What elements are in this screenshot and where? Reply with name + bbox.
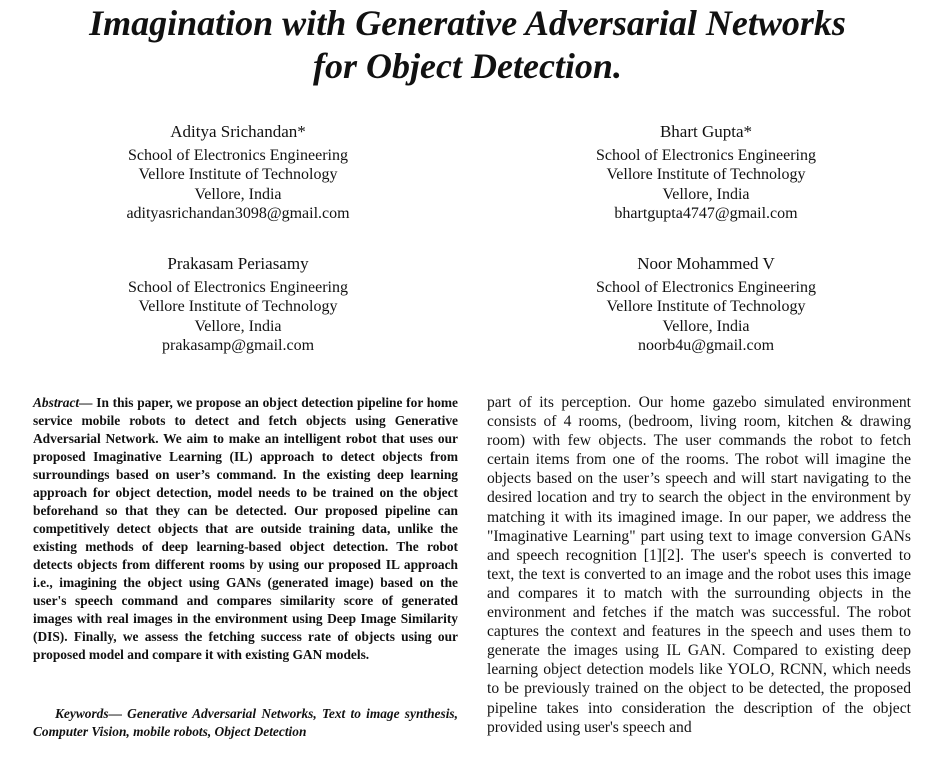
author-location: Vellore, India — [194, 185, 282, 203]
author-email: adityasrichandan3098@gmail.com — [126, 205, 350, 222]
author-location: Vellore, India — [662, 185, 750, 203]
author-email: noorb4u@gmail.com — [637, 337, 775, 354]
abstract-label: Abstract— — [33, 395, 93, 410]
title-line-1: Imagination with Generative Adversarial Networks — [89, 3, 846, 43]
abstract-text: In this paper, we propose an object detection pipeline for home service mobile robots to detect and fetch objects using Generative Adversarial Network. We aim to make an intelligent robot that uses our proposed Imaginative Learning (IL) approach to detect objects from surroundings based on user’s command. In the existing deep learning approach for object detection, model needs to be trained on the object beforehand so that they can be detected. Our proposed pipeline can competitively detect objects that are outside training data, unlike the existing methods of deep learning-based object detection. The robot detects objects from different rooms by using our proposed IL approach i.e., imagining the object using GANs (generated image) based on the user's speech command and compares similarity score of generated images with real images in the environment using Deep Image Similarity (DIS). Finally, we assess the fetching success rate of objects using our proposed model and compare it with existing GAN models. — [33, 395, 458, 662]
author-name: Noor Mohammed V — [637, 254, 775, 273]
author-location: Vellore, India — [194, 317, 282, 335]
paper-title — [0, 2, 935, 88]
author-department: School of Electronics Engineering — [128, 146, 348, 164]
author-block-2 — [496, 122, 916, 224]
author-email: bhartgupta4747@gmail.com — [614, 205, 798, 222]
author-location: Vellore, India — [662, 317, 750, 335]
author-block-1 — [28, 122, 448, 224]
body-text-right-column: part of its perception. Our home gazebo simulated environment consists of 4 rooms, (bedroom, living room, kitchen & drawing room) with few objects. The user commands the robot to fetch certain items from one of the rooms. The robot will imagine the objects based on the user’s speech and will start navigating to the desired location and try to search the object in the environment by matching it with its imagined image. In our paper, we address the "Imaginative Learning" part using text to image conversion GANs and speech recognition [1][2]. The user's speech is converted to text, the text is converted to an image and the robot uses this image and compares it to match with the surrounding objects in the environment and fetches if the match was successful. The robot captures the context and features in the speech and uses them to generate the images using IL GAN. Compared to existing deep learning object detection models like YOLO, RCNN, which needs to be previously trained on the object to be detected, the proposed pipeline takes into consideration the description of the object provided using user's speech and — [487, 394, 911, 736]
author-name: Bhart Gupta* — [659, 122, 753, 141]
author-department: School of Electronics Engineering — [596, 278, 816, 296]
author-institution: Vellore Institute of Technology — [138, 298, 338, 315]
author-block-4 — [496, 254, 916, 356]
author-department: School of Electronics Engineering — [596, 146, 816, 164]
abstract — [33, 394, 458, 664]
author-name: Aditya Srichandan* — [170, 122, 306, 141]
author-institution: Vellore Institute of Technology — [138, 166, 338, 183]
author-block-3 — [28, 254, 448, 356]
author-institution: Vellore Institute of Technology — [606, 298, 806, 315]
title-line-2: for Object Detection. — [313, 46, 622, 86]
author-email: prakasamp@gmail.com — [161, 337, 315, 354]
author-institution: Vellore Institute of Technology — [606, 166, 806, 183]
author-name: Prakasam Periasamy — [167, 254, 309, 273]
keywords: Keywords— Generative Adversarial Networks, Text to image synthesis, Computer Vision, mobile robots, Object Detection — [33, 706, 458, 739]
author-department: School of Electronics Engineering — [128, 278, 348, 296]
